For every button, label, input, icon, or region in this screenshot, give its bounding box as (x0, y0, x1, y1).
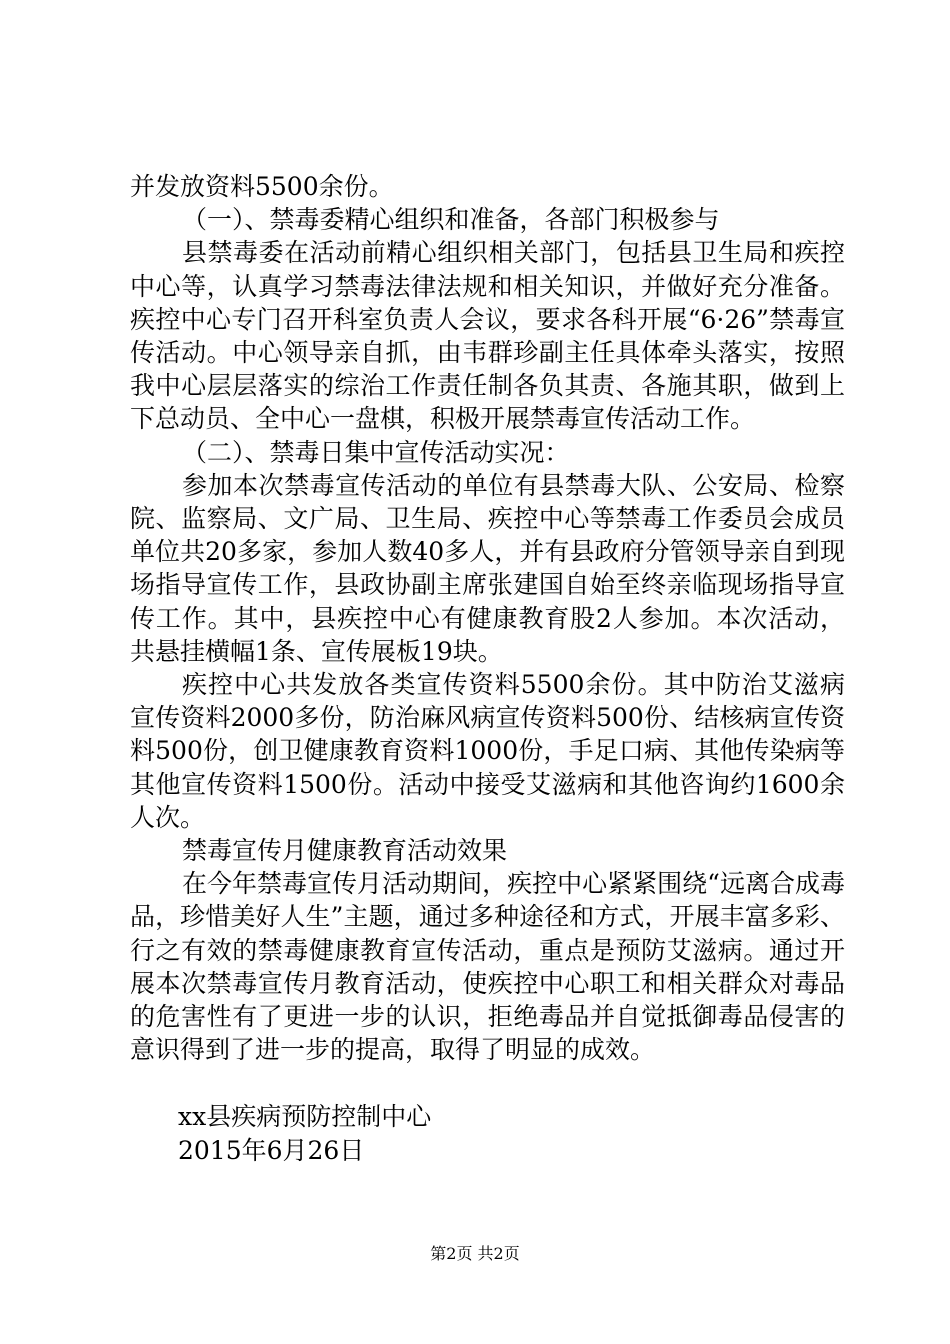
signature-date: 2015年6月26日 (178, 1135, 365, 1165)
paragraph-effect: 在今年禁毒宣传月活动期间，疾控中心紧紧围绕“远离合成毒品，珍惜美好人生”主题，通过多种途径和方式，开展丰富多彩、行之有效的禁毒健康教育宣传活动，重点是预防艾滋病。通过开展本次禁毒宣传月教育活动，使疾控中心职工和相关群众对毒品的危害性有了更进一步的认识，拒绝毒品并自觉抵御毒品侵害的意识得到了进一步的提高，取得了明显的成效。 (130, 869, 845, 1065)
document-body (130, 170, 845, 1167)
page-footer: 第2页 共2页 (430, 1244, 520, 1263)
paragraph-preparation: 县禁毒委在活动前精心组织相关部门，包括县卫生局和疾控中心等，认真学习禁毒法律法规和相关知识，并做好充分准备。疾控中心专门召开科室负责人会议，要求各科开展“6·26”禁毒宣传活动。中心领导亲自抓，由韦群珍副主任具体牵头落实，按照我中心层层落实的综治工作责任制各负其责、各施其职，做到上下总动员、全中心一盘棋，积极开展禁毒宣传活动工作。 (130, 238, 845, 434)
paragraph-continuation: 并发放资料5500余份。 (130, 172, 394, 201)
section-heading-2: （二）、禁毒日集中宣传活动实况： (182, 437, 570, 467)
paragraph-materials: 疾控中心共发放各类宣传资料5500余份。其中防治艾滋病宣传资料2000多份，防治麻风病宣传资料500份、结核病宣传资料500份，创卫健康教育资料1000份，手足口病、其他传染病等其他宣传资料1500份。活动中接受艾滋病和其他咨询约1600余人次。 (130, 670, 845, 832)
paragraph-participants: 参加本次禁毒宣传活动的单位有县禁毒大队、公安局、检察院、监察局、文广局、卫生局、疾控中心等禁毒工作委员会成员单位共20多家，参加人数40多人，并有县政府分管领导亲自到现场指导宣传工作，县政协副主席张建国自始至终亲临现场指导宣传工作。其中，县疾控中心有健康教育股2人参加。本次活动，共悬挂横幅1条、宣传展板19块。 (130, 470, 845, 666)
section-heading-3: 禁毒宣传月健康教育活动效果 (182, 836, 508, 866)
section-heading-1: （一）、禁毒委精心组织和准备，各部门积极参与 (182, 205, 720, 235)
signature-organization: xx县疾病预防控制中心 (178, 1102, 432, 1132)
spacer (130, 1066, 845, 1100)
